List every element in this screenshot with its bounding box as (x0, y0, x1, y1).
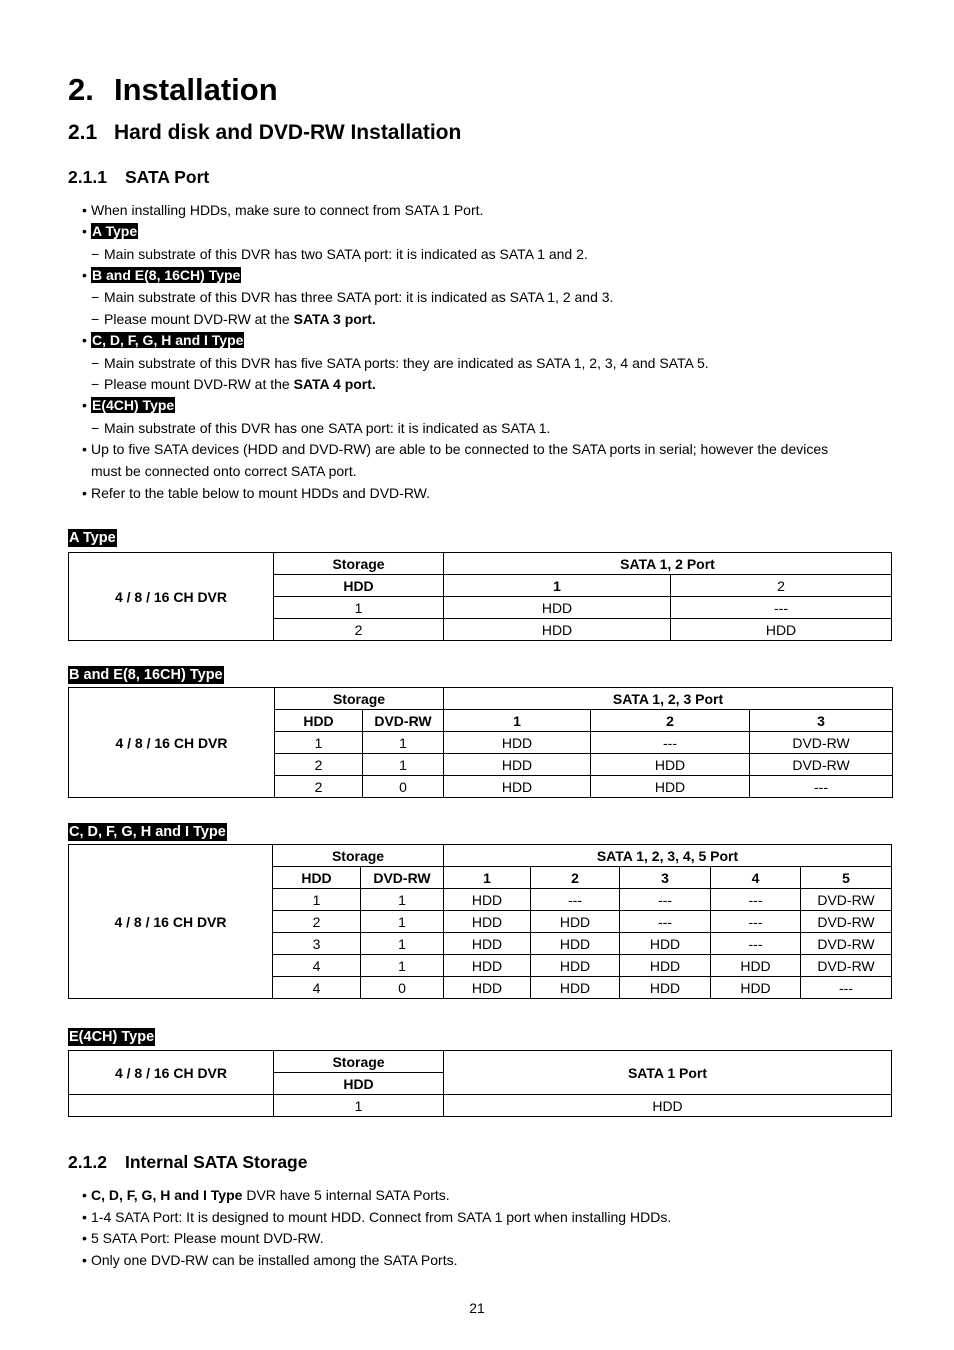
table-cell: 0 (363, 776, 444, 798)
table-cell: HDD (444, 933, 531, 955)
table-c-label: C, D, F, G, H and I Type (69, 824, 226, 840)
table-cell: 1 (361, 933, 444, 955)
table-cell: HDD (591, 754, 750, 776)
table-cell: 1 (274, 1095, 444, 1117)
cd-type-dvd-note: − Please mount DVD-RW at the SATA 4 port. (91, 376, 376, 392)
table-cell: 1 (274, 597, 444, 619)
table-cell: HDD (444, 776, 591, 798)
table-cell: HDD (531, 933, 620, 955)
be-type-desc: − Main substrate of this DVR has three SATA port: it is indicated as SATA 1, 2 and 3. (91, 289, 614, 305)
hdd-header: HDD (275, 710, 363, 732)
table-cell: 1 (363, 732, 444, 754)
e4-type-desc: − Main substrate of this DVR has one SATA port: it is indicated as SATA 1. (91, 420, 551, 436)
e4-type-heading: • E(4CH) Type (82, 397, 175, 413)
storage-header: Storage (274, 1051, 444, 1073)
table-cell: HDD (591, 776, 750, 798)
table-cell: HDD (531, 977, 620, 999)
dvr-cell: 4 / 8 / 16 CH DVR (69, 845, 273, 999)
sata-header: SATA 1, 2, 3, 4, 5 Port (444, 845, 892, 867)
port-1-header: 1 (444, 575, 671, 597)
table-b-type (68, 687, 893, 798)
be-type-dvd-note: − Please mount DVD-RW at the SATA 3 port. (91, 311, 376, 327)
table-cell: HDD (671, 619, 892, 641)
dvr-cell: 4 / 8 / 16 CH DVR (69, 553, 274, 641)
table-cell: DVD-RW (750, 754, 893, 776)
table-cell: HDD (444, 911, 531, 933)
dvd-header: DVD-RW (361, 867, 444, 889)
table-cell: --- (671, 597, 892, 619)
hdd-header: HDD (274, 1073, 444, 1095)
table-cell: --- (620, 911, 711, 933)
sata-bullet-serial-cont: must be connected onto correct SATA port. (91, 463, 357, 479)
hdd-header: HDD (274, 575, 444, 597)
a-type-desc: − Main substrate of this DVR has two SATA port: it is indicated as SATA 1 and 2. (91, 246, 588, 262)
subsection-heading-sata-port: 2.1.1 SATA Port (68, 167, 210, 187)
port-4-header: 4 (711, 867, 801, 889)
chapter-heading: 2. Installation (68, 72, 278, 107)
table-c-type (68, 844, 892, 999)
cd-type-desc: − Main substrate of this DVR has five SATA ports: they are indicated as SATA 1, 2, 3, 4 and SATA 5. (91, 355, 709, 371)
dvr-cell: 4 / 8 / 16 CH DVR (69, 688, 275, 798)
table-cell: 2 (273, 911, 361, 933)
table-cell: --- (531, 889, 620, 911)
table-a-label: A Type (69, 530, 116, 546)
table-cell: 4 (273, 955, 361, 977)
table-b-label: B and E(8, 16CH) Type (69, 667, 223, 683)
table-cell: HDD (444, 732, 591, 754)
be-type-heading: • B and E(8, 16CH) Type (82, 267, 241, 283)
table-cell: HDD (444, 619, 671, 641)
port-5-header: 5 (801, 867, 892, 889)
port-3-header: 3 (750, 710, 893, 732)
table-cell: HDD (444, 977, 531, 999)
table-cell: 2 (274, 619, 444, 641)
table-row (69, 1095, 892, 1117)
table-cell: --- (750, 776, 893, 798)
table-cell: DVD-RW (801, 911, 892, 933)
table-cell: HDD (531, 955, 620, 977)
port-2-header: 2 (591, 710, 750, 732)
table-cell: HDD (620, 977, 711, 999)
table-cell: DVD-RW (750, 732, 893, 754)
table-cell: 1 (363, 754, 444, 776)
table-cell: --- (591, 732, 750, 754)
table-cell: 4 (273, 977, 361, 999)
storage-header: Storage (274, 553, 444, 575)
storage-header: Storage (275, 688, 444, 710)
port-1-header: 1 (444, 710, 591, 732)
sata-header: SATA 1, 2 Port (444, 553, 892, 575)
a-type-heading: • A Type (82, 223, 138, 239)
table-cell: HDD (531, 911, 620, 933)
section-heading: 2.1 Hard disk and DVD-RW Installation (68, 121, 462, 144)
table-cell: HDD (620, 955, 711, 977)
table-cell: 1 (361, 955, 444, 977)
table-e-label: E(4CH) Type (69, 1029, 155, 1045)
table-cell: HDD (444, 955, 531, 977)
storage-header: Storage (273, 845, 444, 867)
sata-header: SATA 1, 2, 3 Port (444, 688, 893, 710)
table-cell: DVD-RW (801, 933, 892, 955)
internal-bullet-3: • 5 SATA Port: Please mount DVD-RW. (82, 1230, 324, 1246)
port-3-header: 3 (620, 867, 711, 889)
table-cell: --- (711, 933, 801, 955)
port-2-header: 2 (531, 867, 620, 889)
dvd-header: DVD-RW (363, 710, 444, 732)
table-cell: DVD-RW (801, 889, 892, 911)
cd-type-heading: • C, D, F, G, H and I Type (82, 332, 244, 348)
hdd-header: HDD (273, 867, 361, 889)
sata-bullet-serial: • Up to five SATA devices (HDD and DVD-RW) are able to be connected to the SATA ports in serial; however the devices (82, 441, 829, 457)
table-cell: HDD (444, 889, 531, 911)
internal-bullet-2: • 1-4 SATA Port: It is designed to mount HDD. Connect from SATA 1 port when installing HDDs. (82, 1209, 672, 1225)
table-cell: 2 (275, 754, 363, 776)
table-cell: HDD (444, 754, 591, 776)
table-cell: --- (620, 889, 711, 911)
port-2-header: 2 (671, 575, 892, 597)
port-1-header: 1 (444, 867, 531, 889)
table-cell: DVD-RW (801, 955, 892, 977)
table-cell: 3 (273, 933, 361, 955)
table-cell: --- (711, 911, 801, 933)
table-a-type (68, 552, 892, 641)
table-cell: HDD (711, 955, 801, 977)
internal-bullet-4: • Only one DVD-RW can be installed among the SATA Ports. (82, 1252, 458, 1268)
page-number: 21 (469, 1300, 485, 1316)
table-e4-type (68, 1050, 892, 1117)
sata-bullet-refer: • Refer to the table below to mount HDDs and DVD-RW. (82, 485, 431, 501)
table-cell: HDD (711, 977, 801, 999)
table-cell: HDD (444, 597, 671, 619)
table-cell: HDD (444, 1095, 892, 1117)
sata-header: SATA 1 Port (444, 1051, 892, 1095)
table-cell: --- (711, 889, 801, 911)
subsection-heading-internal-sata: 2.1.2 Internal SATA Storage (68, 1152, 308, 1172)
dvr-cell: 4 / 8 / 16 CH DVR (69, 1051, 274, 1095)
sata-bullet-1: • When installing HDDs, make sure to connect from SATA 1 Port. (82, 202, 484, 218)
table-cell: 1 (361, 911, 444, 933)
table-cell (69, 1095, 274, 1117)
table-cell: 1 (273, 889, 361, 911)
table-cell: HDD (620, 933, 711, 955)
table-cell: 1 (275, 732, 363, 754)
internal-bullet-1: • C, D, F, G, H and I Type DVR have 5 internal SATA Ports. (82, 1187, 450, 1203)
table-cell: 0 (361, 977, 444, 999)
table-cell: 1 (361, 889, 444, 911)
table-cell: 2 (275, 776, 363, 798)
table-cell: --- (801, 977, 892, 999)
